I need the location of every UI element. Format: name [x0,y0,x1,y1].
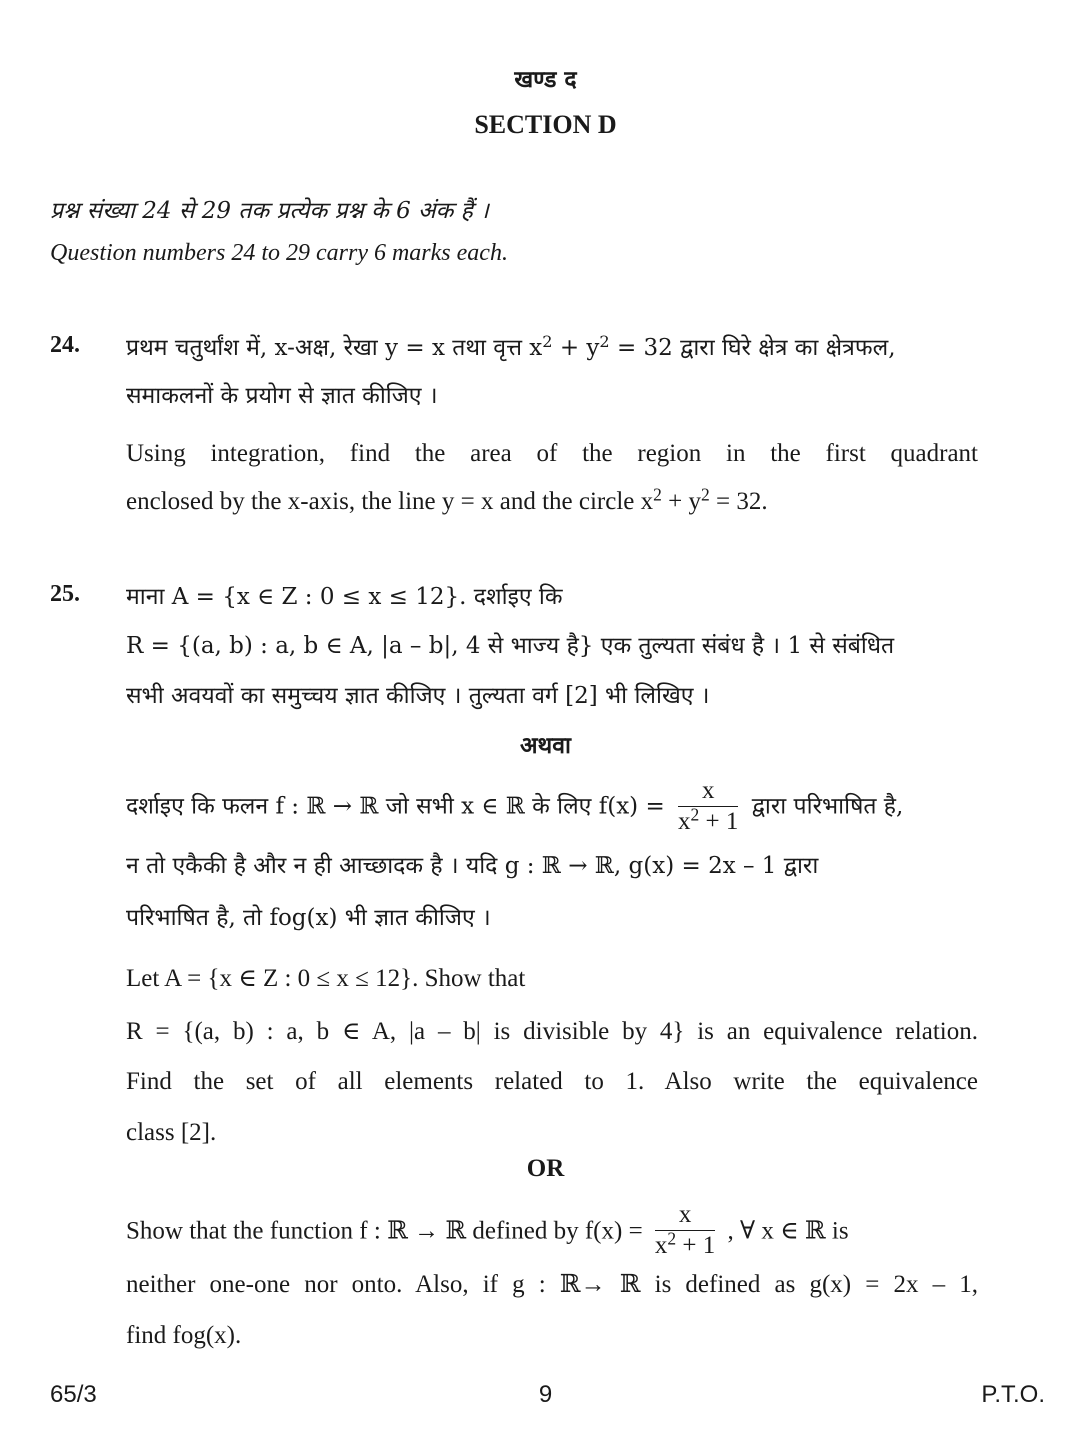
q25-alt-hindi-line-2: न तो एकैकी है और न ही आच्छादक है । यदि g : ℝ → ℝ, g(x) = 2x – 1 द्वारा [126,853,819,879]
q25-alt-english-line-1: Show that the function f : ℝ → ℝ defined by f(x) = $\frac{x}{x^2 + 1}$ , ∀ x ∈ ℝ is [126,1201,849,1260]
question-number-25: 25. [50,581,80,607]
q25-alt-hindi-line-1: दर्शाइए कि फलन f : ℝ → ℝ जो सभी x ∈ ℝ के लिए f(x) = $\frac{x}{x^2 + 1}$ द्वारा परिभाषित है, [126,777,904,836]
fraction-x-over-x2-plus-1: $\frac{x}{x^2 + 1}$ [678,777,739,836]
fraction-x-over-x2-plus-1-en: $\frac{x}{x^2 + 1}$ [654,1201,716,1260]
or-english: OR [526,1155,565,1182]
please-turn-over: P.T.O. [981,1381,1045,1408]
q24-hindi-line-2: समाकलनों के प्रयोग से ज्ञात कीजिए । [126,383,438,409]
question-number-24: 24. [50,332,80,358]
q25-alt-english-line-2: neither one-one nor onto. Also, if g : ℝ→ ℝ is defined as g(x) = 2x – 1, [126,1271,978,1298]
q25-hindi-line-2: R = {(a, b) : a, b ∈ A, |a – b|, 4 से भाज्य है} एक तुल्यता संबंध है । 1 से संबंधित [126,633,895,659]
q25-hindi-line-3: सभी अवयवों का समुच्चय ज्ञात कीजिए । तुल्यता वर्ग [2] भी लिखिए । [126,683,710,709]
or-hindi: अथवा [519,732,571,759]
section-title: SECTION D [474,110,617,139]
paper-code: 65/3 [50,1381,97,1408]
instructions-hindi: प्रश्न संख्या 24 से 29 तक प्रत्येक प्रश्न के 6 अंक हैं । [50,198,489,224]
section-title-hindi: खण्ड द [514,66,577,93]
q25-alt-english-line-3: find fog(x). [126,1322,242,1349]
q24-hindi-line-1: प्रथम चतुर्थांश में, x-अक्ष, रेखा y = x तथा वृत्त $x^2 + y^2 = 32$ द्वारा घिरे क्षेत्र का क्षेत्रफल, [126,331,896,361]
q25-alt-hindi-line-3: परिभाषित है, तो fog(x) भी ज्ञात कीजिए । [126,905,491,931]
q24-english-line-1: Using integration, find the area of the region in the first quadrant [126,440,978,467]
q25-english-line-1: Let A = {x ∈ Z : 0 ≤ x ≤ 12}. Show that [126,965,526,992]
q25-hindi-line-1: माना A = {x ∈ Z : 0 ≤ x ≤ 12}. दर्शाइए कि [126,584,563,610]
q25-english-line-4: class [2]. [126,1119,217,1146]
q25-english-line-3: Find the set of all elements related to 1. Also write the equivalence [126,1068,978,1095]
q24-english-line-2: enclosed by the x-axis, the line y = x and the circle $x^2 + y^2 = 32$. [126,484,768,515]
instructions-english: Question numbers 24 to 29 carry 6 marks each. [50,240,508,266]
page-number: 9 [538,1381,553,1408]
q25-english-line-2: R = {(a, b) : a, b ∈ A, |a – b| is divisible by 4} is an equivalence relation. [126,1018,978,1045]
